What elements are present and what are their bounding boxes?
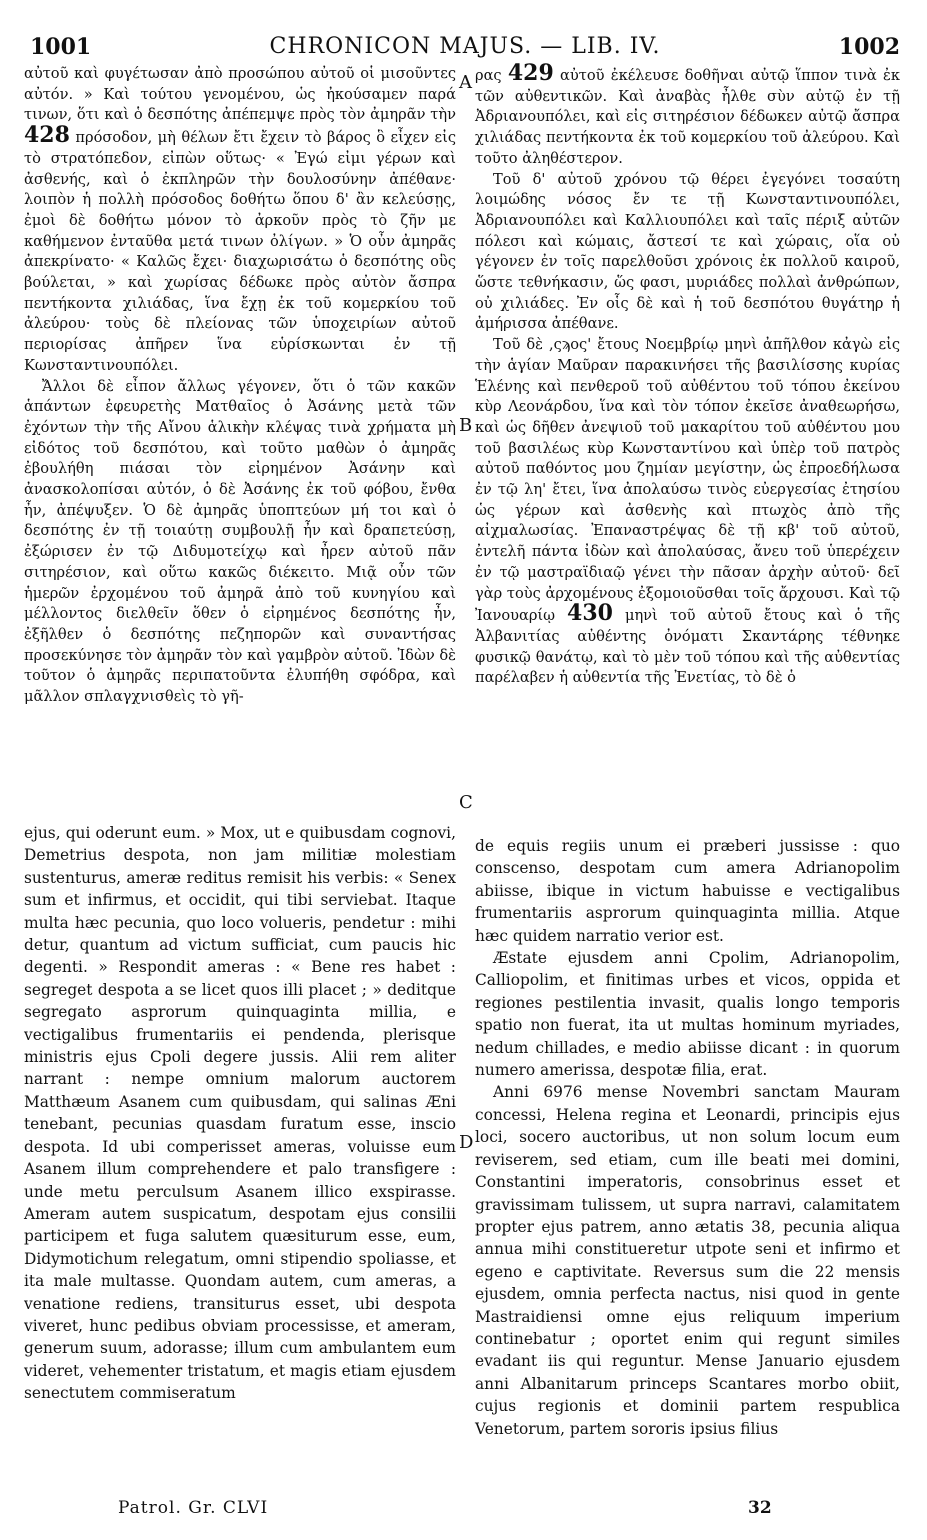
latin-text-right-column	[475, 835, 900, 1440]
footer-series-signature: Patrol. Gr. CLVI	[118, 1498, 269, 1518]
margin-marker-b: B	[459, 415, 473, 436]
greek-left-paragraph-1-cont: πρόσοδον, μὴ θέλων ἔτι ἔχειν τὸ βάρος ὃ εἶχεν εἰς τὸ στρατόπεδον, εἰπὼν οὕτως· « Ἐγώ εἰμι γέρων καὶ ἀσθενής, καὶ ὁ ἐκπληρῶν τὴν δουλοσύνην ἀπέθανε· λοιπὸν ἡ πολλὴ πρόσοδος δοθήτω ὅπου δ' ἂν κελεύσῃς, ἐμοὶ δὲ δοθήτω μόνον τὸ ἀρκοῦν πρὸς τὸ ζῆν με καθήμενον ἐνταῦθα μετά τινων ὀλίγων. » Ὁ οὖν ἀμηρᾶς ἀπεκρίνατο· « Καλῶς ἔχει· διαχωρισάτω ὁ δεσπότης οὓς βούλεται, » καὶ χωρίσας δέδωκε πρὸς αὐτὸν ἄσπρα πεντήκοντα χιλιάδας, ἵνα ἔχῃ ἐκ τοῦ κομερκίου τοῦ ἀλεύρου· τοὺς δὲ πλείονας τῶν ὑποχειρίων αὐτοῦ περιορίσας ἀπῆρεν ἵνα εὑρίσκωνται ἐν τῇ Κωνσταντινουπόλει.	[24, 129, 456, 374]
left-page-number: 1001	[30, 34, 92, 60]
latin-left-paragraph-1: ejus, qui oderunt eum. » Mox, ut e quibusdam cognovi, Demetrius despota, non jam militiæ molestiam sustenturus, ameræ reditus remisit his verbis: « Senex sum et infirmus, et occidit, qui tibi serviebat. Itaque multa hæc pecunia, quo loco volueris, pendetur : mihi detur, quantum ad victum sufficiat, cum paucis hic degenti. » Respondit ameras : « Bene res habet : segreget despota a se licet quos illi placet ; » deditque segregato asprorum quinquaginta millia, e vectigalibus frumentariis ei pendenda, plerisque ministris ejus Cpoli degere jussis. Alii rem aliter narrant : nempe omnium malorum auctorem Matthæum Asanem cum quibusdam, qui salinas Æni tenebant, pecunias quasdam furatum esse, inscio despota. Id ubi comperisset ameras, voluisse eum Asanem illum comprehendere et palo transfigere : unde metu perculsum Asanem illico exspirasse. Ameram autem suspicatum, despotam ejus consilii participem et fuga salutem quæsiturum esse, eum, Didymotichum relegatum, omni stipendio spoliasse, et ita male multasse. Quondam autem, cum ameras, a venatione rediens, transiturus esset, ubi despota viveret, hunc pedibus obviam processisse, et ameram, generum suum, adorasse; illum cum ambulantem eum videret, vehementer tristatum, et magis etiam ejusdem senectutem commiseratum	[24, 824, 456, 1403]
greek-text-right-column	[475, 60, 901, 689]
greek-right-paragraph-3-cont: μηνὶ τοῦ αὐτοῦ ἔτους καὶ ὁ τῆς Ἀλβανιτίας αὐθέντης ὀνόματι Σκαντάρης τέθνηκε φυσικῷ θανάτῳ, καὶ τὸ μὲν τοῦ τόπου καὶ τῆς αὐθεντίας παρέλαβεν ἡ αὐθεντία τῆς Ἐνετίας, τὸ δὲ ὁ	[475, 607, 901, 687]
section-number-428: 428	[24, 122, 70, 149]
greek-right-paragraph-1-start: ρας	[475, 67, 502, 84]
footer-sheet-number: 32	[748, 1498, 772, 1518]
running-title: CHRONICON MAJUS. — LIB. IV.	[269, 34, 661, 59]
section-number-429: 429	[507, 60, 554, 86]
greek-text-left-column	[24, 64, 456, 708]
section-number-430: 430	[567, 600, 613, 627]
margin-marker-d: D	[459, 1132, 474, 1153]
right-page-number: 1002	[838, 34, 900, 60]
latin-right-paragraph-3: Anni 6976 mense Novembri sanctam Mauram concessi, Helena regina et Leonardi, principis ejus loci, socero auctoribus, ut non solum locum eum reviserem, sed etiam, cum ille beati mei domini, Constantini imperatoris, consobrinus esset et gravissimam tulissem, ut supra narravi, calamitatem propter ejus patrem, anno ætatis 38, pecunia aliqua annua mihi constitueretur utpote seni et infirmo et egeno e captivitate. Reversus sum die 22 mensis ejusdem, omnia perfecta nactus, nisi quod in gente Mastraidiensi omne ejus reliquum imperium continebatur ; oportet enim qui regunt similes evadant iis qui reguntur. Mense Januario ejusdem anni Albanitarum princeps Scantares morbo obiit, cujus regionis et dominii partem respublica Venetorum, partem sororis ipsius filius	[475, 1083, 900, 1438]
greek-right-paragraph-2: Τοῦ δ' αὐτοῦ χρόνου τῷ θέρει ἐγεγόνει τοσαύτη λοιμώδης νόσος ἔν τε τῇ Κωνσταντινουπόλει, Ἀδριανουπόλει καὶ Καλλιουπόλει καὶ ταῖς πέριξ αὐτῶν πόλεσι καὶ κώμαις, ἄστεσί τε καὶ χώραις, οἵα οὐ γέγονεν ἐν τοῖς παρελθοῦσι χρόνοις ἐκ πολλοῦ καιροῦ, ὥστε τεθνήκασιν, ὥς φασι, μυριάδες πολλαὶ ἀνθρώπων, οὐ χιλιάδες. Ἐν οἷς δὲ καὶ ἡ τοῦ δεσπότου θυγάτηρ ἡ ἀμήρισσα ἀπέθανε.	[475, 170, 900, 333]
latin-right-paragraph-2: Æstate ejusdem anni Cpolim, Adrianopolim, Calliopolim, et finitimas urbes et vicos, oppida et regiones pestilentia invasit, qualis longo temporis spatio non fuerat, ita ut multas hominum myriades, nedum chillades, e medio abiisse dicant : in quorum numero amerissa, despotæ filia, erat.	[475, 949, 900, 1080]
greek-left-paragraph-1: αὐτοῦ καὶ φυγέτωσαν ἀπὸ προσώπου αὐτοῦ οἱ μισοῦντες αὐτόν. » Καὶ τούτου γενομένου, ὡς ἠκούσαμεν παρά τινων, ὅτι καὶ ὁ δεσπότης ἀπέπεμψε πρὸς τὸν ἀμηρᾶν τὴν	[24, 65, 456, 124]
greek-right-paragraph-1: αὐτοῦ ἐκέλευσε δοθῆναι αὐτῷ ἵππον τινὰ ἐκ τῶν αὐθεντικῶν. Καὶ ἀναβὰς ἦλθε σὺν αὐτῷ ἐν τῇ Ἀδριανουπόλει, καὶ εἰς σιτηρέσιον δέδωκεν αὐτῷ ἄσπρα χιλιάδας πεντήκοντα ἐκ τοῦ κομερκίου τοῦ ἀλεύρου. Καὶ τοῦτο ἀληθέστερον.	[475, 67, 900, 167]
latin-text-left-column	[24, 822, 456, 1405]
greek-left-paragraph-2: Ἄλλοι δὲ εἶπον ἄλλως γέγονεν, ὅτι ὁ τῶν κακῶν ἁπάντων ἐφευρετὴς Ματθαῖος ὁ Ἀσάνης μετὰ τῶν ἐχόντων τὴν τῆς Αἴνου ἁλικὴν κλέψας τινὰ χρήματα μὴ εἰδότος τοῦ δεσπότου, καὶ τοῦτο μαθὼν ὁ ἀμηρᾶς ἐβουλήθη πιάσαι τὸν εἰρημένον Ἀσάνην καὶ ἀνασκολοπίσαι αὐτόν, ὁ δὲ Ἀσάνης ἐκ τοῦ φόβου, ἔνθα ἦν, ἀπέψυξεν. Ὁ δὲ ἀμηρᾶς ὑποπτεύων μή τοι καὶ ὁ δεσπότης ἐν τῇ τοιαύτῃ συμβουλῇ ἦν καὶ δραπετεύσῃ, ἐξώρισεν ἐν τῷ Διδυμοτείχῳ καὶ ἦρεν αὐτοῦ πᾶν σιτηρέσιον, καὶ οὕτω κακῶς διέκειτο. Μιᾷ οὖν τῶν ἡμερῶν ἐρχομένου τοῦ ἀμηρᾶ ἀπὸ τοῦ κυνηγίου καὶ μέλλοντος διελθεῖν ὅθεν ὁ εἰρημένος δεσπότης ἦν, ἐξῆλθεν ὁ δεσπότης πεζηπορῶν καὶ συναντήσας προσεκύνησε τὸν ἀμηρᾶν τὸν καὶ γαμβρὸν αὐτοῦ. Ἰδὼν δὲ τοῦτον ὁ ἀμηρᾶς περιπατοῦντα ἐλυπήθη σφόδρα, καὶ μᾶλλον σπλαγχνισθεὶς τὸ γῆ-	[24, 377, 456, 706]
margin-marker-c: C	[459, 792, 473, 813]
margin-marker-a: A	[459, 72, 472, 93]
latin-right-paragraph-1: de equis regiis unum ei præberi jussisse : quo conscenso, despotam cum amera Adrianopolim abiisse, ibique in victum habuisse e vectigalibus frumentariis asprorum quinquaginta millia. Atque hæc quidem narratio verior est.	[475, 837, 900, 945]
page-header	[30, 34, 900, 64]
greek-right-paragraph-3: Τοῦ δὲ ,ςϡος' ἔτους Νοεμβρίῳ μηνὶ ἀπῆλθον κἀγὼ εἰς τὴν ἁγίαν Μαῦραν παρακινήσει τῆς βασιλίσσης κυρίας Ἑλένης καὶ πενθεροῦ τοῦ αὐθέντου τοῦ τόπου ἐκείνου κὺρ Λεονάρδου, ἵνα καὶ τὸν τόπον ἐκεῖσε ἀναθεωρήσω, καὶ ὡς δῆθεν ἀνεψιοῦ τοῦ μακαρίτου τοῦ αὐθέντου μου τοῦ βασιλέως κὺρ Κωνσταντίνου καὶ ὑπὲρ τοῦ πατρὸς αὐτοῦ παθόντος μου ζημίαν μεγίστην, ὡς ἐπροεδήλωσα ἐν τῷ λη' ἔτει, ἵνα ἀπολαύσω τινὸς εὐεργεσίας ἐτησίου ὡς γέρων καὶ ἀσθενὴς καὶ πτωχὸς ἀπὸ τῆς αἰχμαλωσίας. Ἐπαναστρέψας δὲ τῇ κβ' τοῦ αὐτοῦ, ἐντελῆ πάντα ἰδὼν καὶ ἀπολαύσας, ἄνευ τοῦ ὑπερέχειν ἐν τῷ μαστραϊδιαῷ γένει τὴν πᾶσαν ἀρχὴν αὐτοῦ· δεῖ γὰρ τοὺς ἀρχομένους ἐξομοιοῦσθαι τοῖς ἄρχουσι. Καὶ τῷ Ἰανουαρίῳ	[475, 336, 900, 625]
